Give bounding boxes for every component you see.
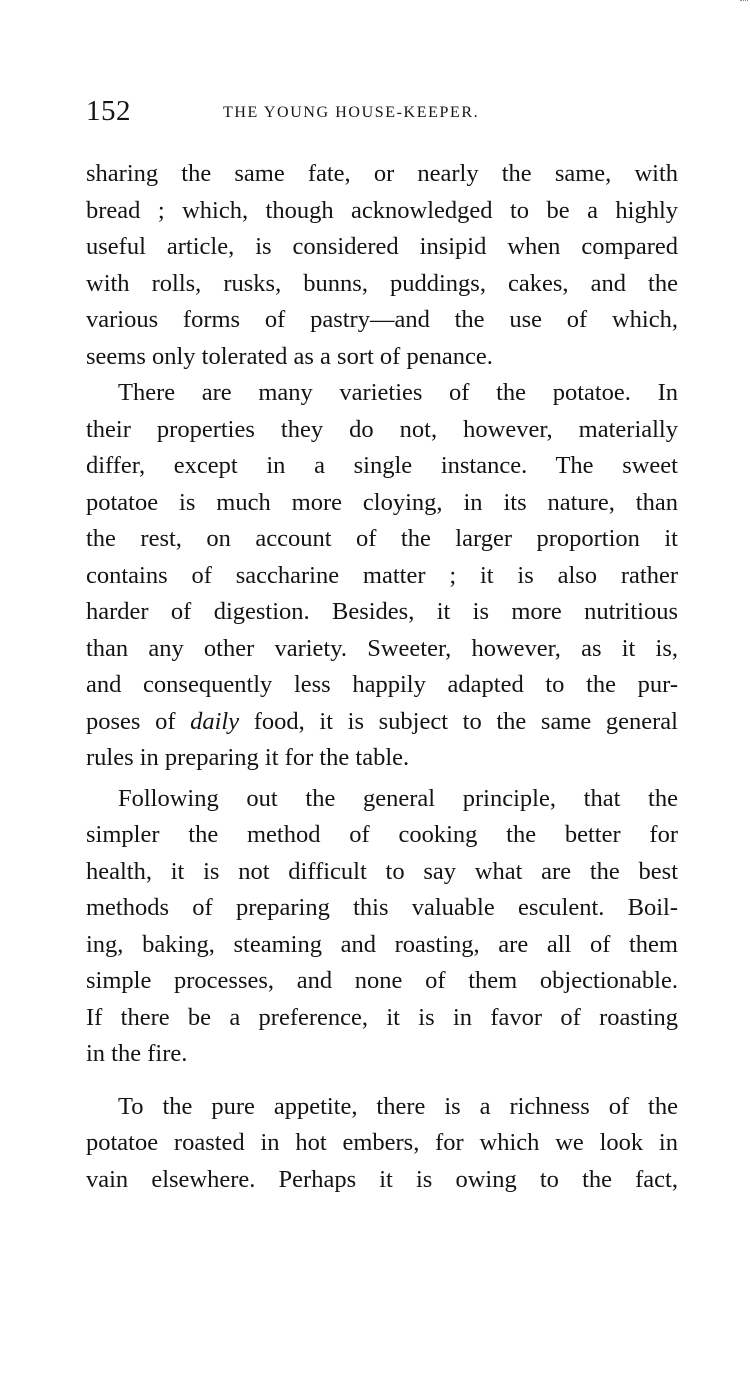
text-line: methods of preparing this valuable esculent. Boil- bbox=[86, 894, 678, 921]
text-line: To the pure appetite, there is a richness of the bbox=[118, 1092, 678, 1120]
scan-mark bbox=[740, 0, 748, 7]
text-line: rules in preparing it for the table. bbox=[86, 744, 410, 771]
text-line: than any other variety. Sweeter, however, as it is, bbox=[86, 634, 678, 662]
text-line: various forms of pastry—and the use of which, bbox=[86, 306, 678, 333]
paragraph bbox=[86, 1089, 678, 1199]
text-line: Following out the general principle, that the bbox=[118, 784, 678, 812]
text-line: in the fire. bbox=[86, 1040, 188, 1067]
paragraph bbox=[86, 375, 678, 777]
text-line: their properties they do not, however, materially bbox=[86, 415, 678, 443]
text-line: useful article, is considered insipid when compared bbox=[86, 233, 678, 260]
running-head bbox=[86, 93, 676, 129]
text-line: There are many varieties of the potatoe. In bbox=[118, 379, 678, 406]
text-line: simpler the method of cooking the better for bbox=[86, 821, 678, 848]
text-line: seems only tolerated as a sort of penance. bbox=[86, 342, 493, 370]
page-number: 152 bbox=[86, 95, 131, 127]
paragraph bbox=[86, 156, 678, 375]
text-line: ing, baking, steaming and roasting, are all of them bbox=[86, 930, 678, 958]
text-line: harder of digestion. Besides, it is more nutritious bbox=[86, 598, 678, 625]
text-line: differ, except in a single instance. The sweet bbox=[86, 452, 678, 479]
text-line: contains of saccharine matter ; it is also rather bbox=[86, 561, 678, 589]
paragraph bbox=[86, 781, 678, 1073]
text-line: potatoe is much more cloying, in its nature, than bbox=[86, 488, 678, 516]
text-line: If there be a preference, it is in favor of roasting bbox=[86, 1003, 678, 1031]
text-line: poses of daily food, it is subject to the same general bbox=[86, 707, 678, 735]
body-text bbox=[86, 156, 678, 1198]
text-line: simple processes, and none of them objectionable. bbox=[86, 967, 678, 994]
text-line: potatoe roasted in hot embers, for which we look in bbox=[86, 1129, 678, 1156]
text-line: with rolls, rusks, bunns, puddings, cakes, and the bbox=[86, 269, 678, 297]
paragraph-spacer bbox=[86, 1073, 678, 1089]
text-line: sharing the same fate, or nearly the same, with bbox=[86, 160, 678, 187]
text-line: health, it is not difficult to say what are the best bbox=[86, 857, 678, 885]
text-line: and consequently less happily adapted to the pur- bbox=[86, 671, 678, 698]
text-line: the rest, on account of the larger proportion it bbox=[86, 525, 678, 552]
text-line: bread ; which, though acknowledged to be a highly bbox=[86, 196, 678, 224]
emphasis: daily bbox=[190, 707, 240, 735]
running-title: THE YOUNG HOUSE-KEEPER. bbox=[223, 104, 480, 121]
text-line: vain elsewhere. Perhaps it is owing to the fact, bbox=[86, 1165, 678, 1193]
